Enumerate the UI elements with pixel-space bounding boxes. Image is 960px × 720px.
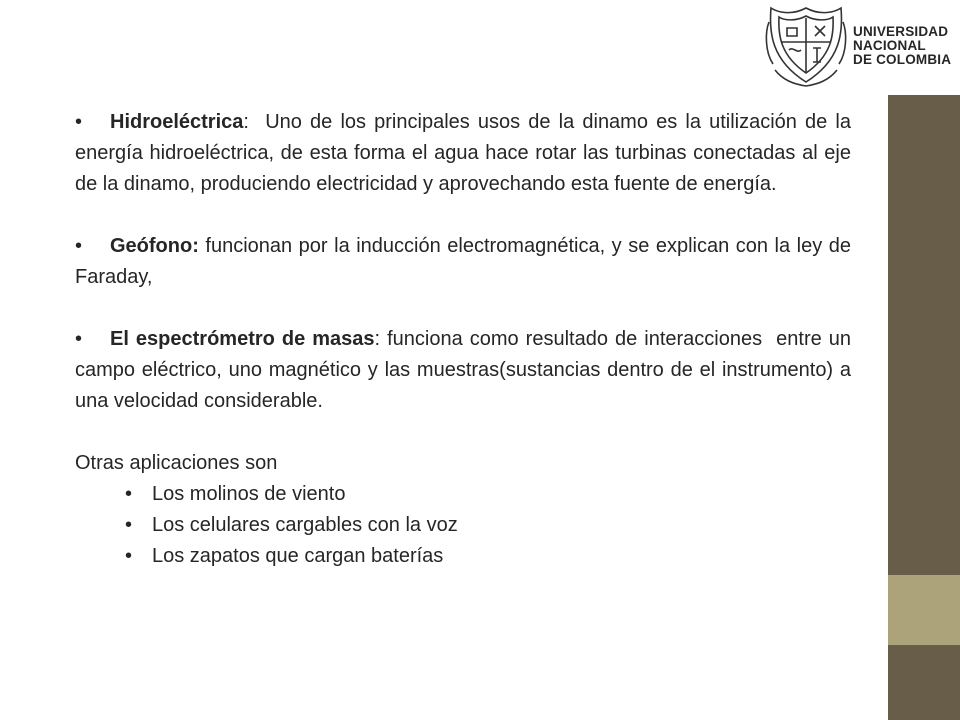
university-logo (757, 0, 960, 90)
slide-content (75, 107, 857, 572)
decorative-side-bar (888, 95, 960, 720)
list-item-text: Los zapatos que cargan baterías (152, 545, 444, 567)
paragraph-text: funcionan por la inducción electromagnética, y se explican con la ley de Faraday, (75, 235, 851, 288)
logo-line-1: UNIVERSIDAD (853, 24, 949, 39)
logo-wordmark (853, 25, 951, 67)
list-item (125, 510, 851, 541)
bullet: • (75, 328, 83, 350)
paragraph-text: Uno de los principales usos de la dinamo es la utilización de la energía hidroeléctrica, de esta forma el agua hace rotar las turbinas conectadas al eje de la dinamo, produciendo electricidad y aprovechando esta fuente de energía. (75, 111, 857, 195)
term-geofono: Geófono: (110, 235, 199, 257)
paragraph-espectrometro (75, 324, 857, 417)
term-suffix: : (374, 328, 381, 350)
bullet: • (75, 235, 83, 257)
list-item-text: Los molinos de viento (152, 483, 346, 505)
list-item (125, 541, 851, 572)
paragraph-geofono (75, 231, 851, 293)
bullet: • (125, 483, 133, 505)
bullet: • (75, 111, 83, 133)
term-suffix: : (243, 111, 249, 133)
logo-line-3: DE COLOMBIA (853, 52, 952, 67)
term-hidroelectrica: Hidroeléctrica (110, 111, 244, 133)
other-apps-intro: Otras aplicaciones son (75, 452, 278, 474)
list-item-text: Los celulares cargables con la voz (152, 514, 458, 536)
bullet: • (125, 514, 133, 536)
logo-line-2: NACIONAL (853, 38, 926, 53)
list-item (125, 479, 851, 510)
side-bar-light-band (888, 575, 960, 645)
paragraph-hidroelectrica (75, 107, 857, 200)
term-espectrometro: El espectrómetro de masas (110, 328, 375, 350)
paragraph-text: funciona como resultado de interacciones entre un campo eléctrico, uno magnético y las muestras(sustancias dentro de el instrumento) a una velocidad considerable. (75, 328, 857, 412)
university-seal-icon (763, 2, 849, 88)
bullet: • (125, 545, 133, 567)
other-apps-list (75, 479, 851, 572)
